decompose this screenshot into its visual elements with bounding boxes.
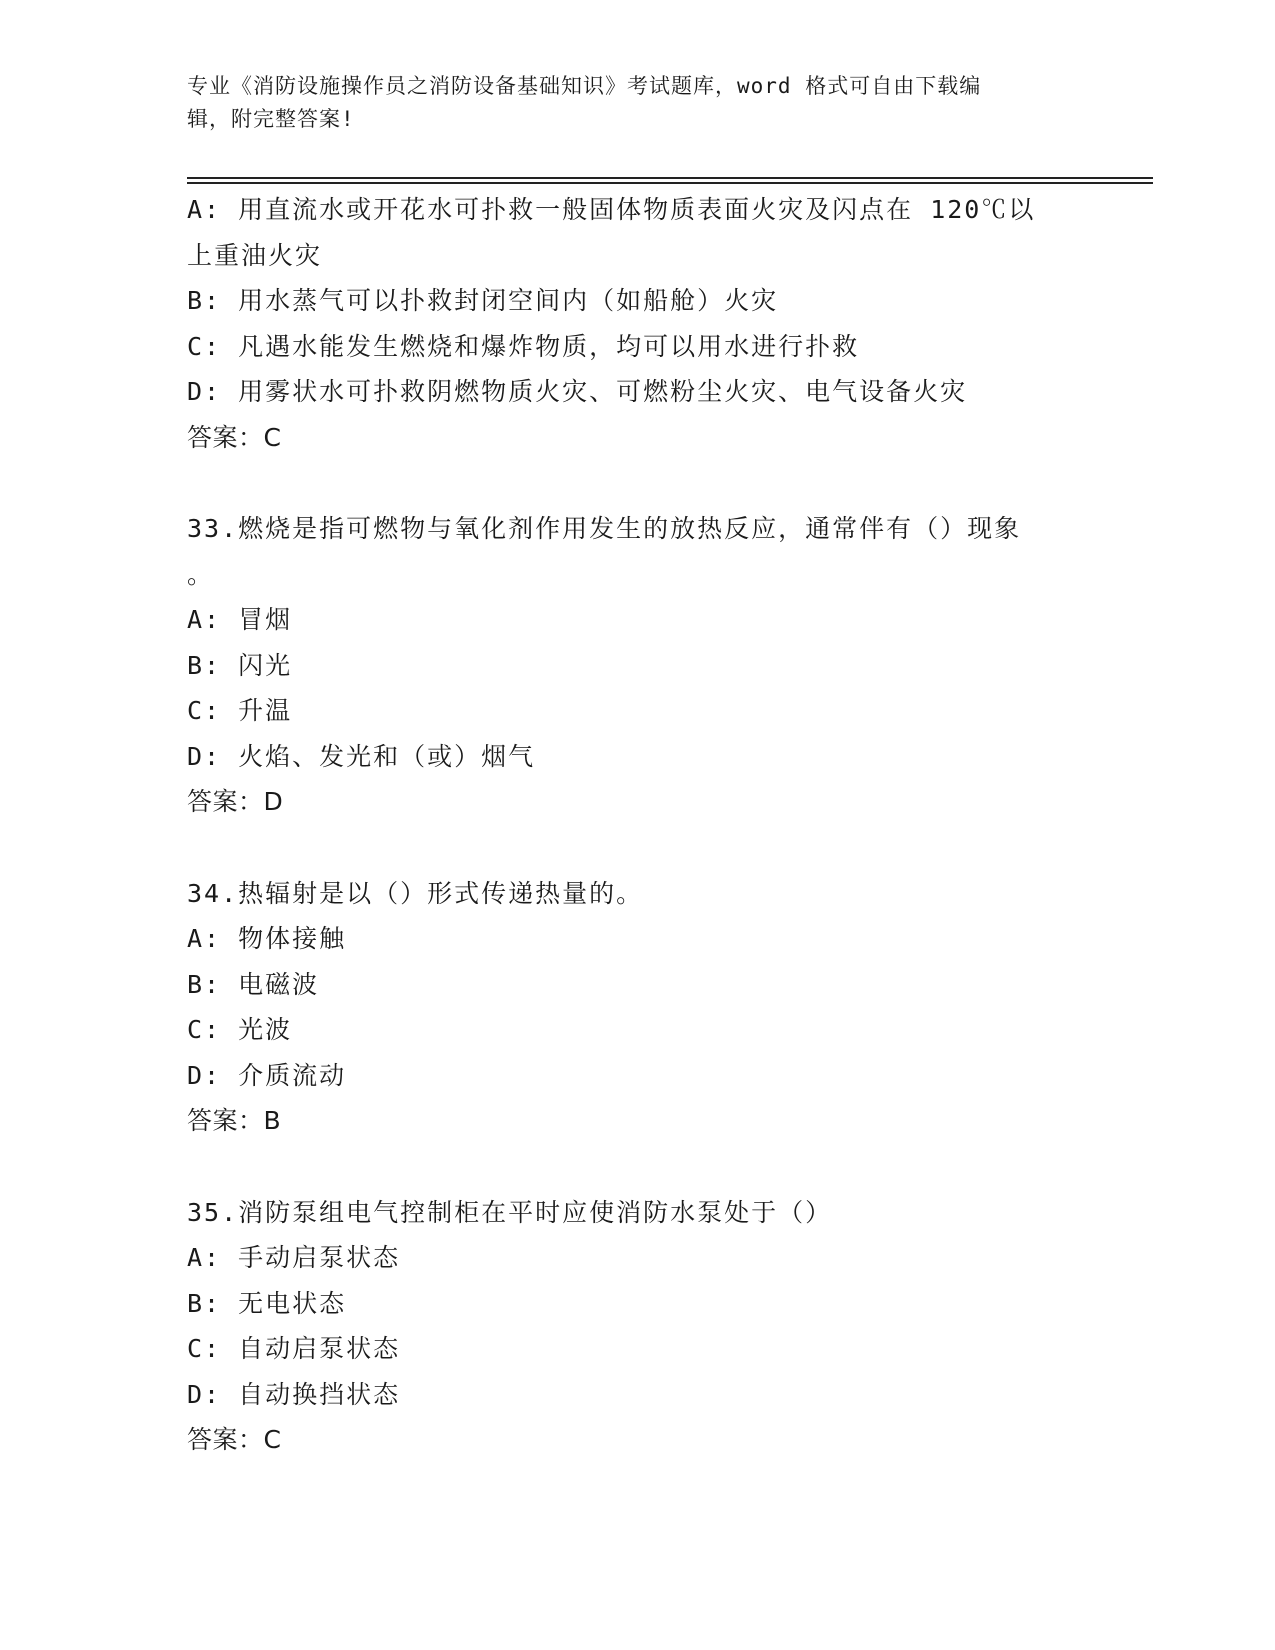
- question-block-33: [187, 506, 1087, 825]
- header-divider-bottom: [187, 182, 1153, 184]
- spacer: [187, 1144, 1087, 1190]
- option-b: B: 闪光: [187, 650, 293, 680]
- header-divider-top: [187, 177, 1153, 179]
- question-text-line-1: 33.燃烧是指可燃物与氧化剂作用发生的放热反应，通常伴有（）现象: [187, 514, 1022, 543]
- question-block-35: [187, 1190, 1087, 1463]
- option-d: D: 用雾状水可扑救阴燃物质火灾、可燃粉尘火灾、电气设备火灾: [187, 377, 968, 406]
- question-list: [187, 187, 1087, 1463]
- header-line-1: 专业《消防设施操作员之消防设备基础知识》考试题库，word 格式可自由下载编: [187, 74, 982, 98]
- option-c: C: 升温: [187, 696, 293, 725]
- option-a-line-2: 上重油火灾: [187, 240, 323, 270]
- answer-line: 答案：D: [187, 787, 284, 816]
- option-c: C: 光波: [187, 1015, 293, 1044]
- option-a: A: 手动启泵状态: [187, 1243, 401, 1272]
- option-b: B: 无电状态: [187, 1288, 347, 1318]
- option-a-line-1: A: 用直流水或开花水可扑救一般固体物质表面火灾及闪点在 120℃以: [187, 195, 1036, 224]
- option-d: D: 自动换挡状态: [187, 1379, 401, 1409]
- option-d: D: 火焰、发光和（或）烟气: [187, 741, 536, 771]
- spacer: [187, 825, 1087, 871]
- option-b: B: 电磁波: [187, 969, 320, 999]
- question-text-line-2: 。: [187, 559, 215, 589]
- header-line-2: 辑，附完整答案!: [187, 107, 355, 131]
- spacer: [187, 460, 1087, 506]
- option-d: D: 介质流动: [187, 1060, 347, 1090]
- question-text: 34.热辐射是以（）形式传递热量的。: [187, 878, 644, 908]
- question-block-32: [187, 187, 1087, 460]
- option-c: C: 凡遇水能发生燃烧和爆炸物质，均可以用水进行扑救: [187, 331, 860, 361]
- question-text: 35.消防泵组电气控制柜在平时应使消防水泵处于（）: [187, 1197, 833, 1227]
- answer-line: 答案：C: [187, 1425, 282, 1454]
- question-block-34: [187, 871, 1087, 1144]
- answer-line: 答案：C: [187, 422, 282, 452]
- option-b: B: 用水蒸气可以扑救封闭空间内（如船舱）火灾: [187, 286, 779, 315]
- option-a: A: 冒烟: [187, 605, 293, 634]
- document-header: [187, 70, 1067, 136]
- option-a: A: 物体接触: [187, 924, 347, 953]
- option-c: C: 自动启泵状态: [187, 1334, 401, 1363]
- answer-line: 答案：B: [187, 1106, 282, 1135]
